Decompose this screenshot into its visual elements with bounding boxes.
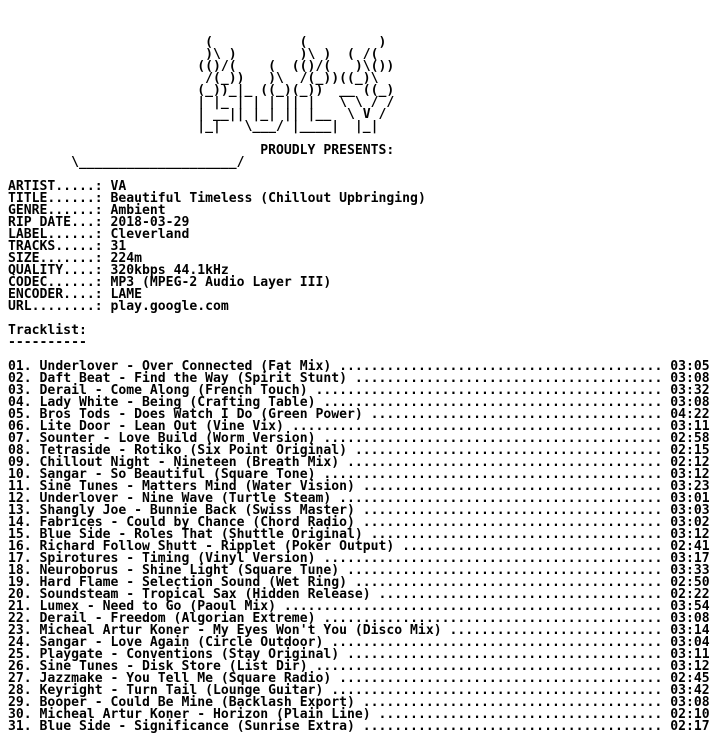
track-duration: 03:23 (670, 479, 710, 494)
track-dot-leader: ............................................ (307, 383, 671, 398)
info-value: MP3 (MPEG-2 Audio Layer III) (110, 275, 332, 290)
track-dot-leader: ........................... (441, 623, 671, 638)
track-duration: 02:41 (670, 539, 710, 554)
track-duration: 02:17 (670, 719, 710, 734)
nfo-document (8, 37, 710, 733)
track-dot-leader: .......................................... (323, 683, 671, 698)
track-dot-leader: .................................... (370, 587, 671, 602)
track-number: 02. (8, 371, 32, 386)
track-number: 03. (8, 383, 32, 398)
track-dot-leader: ................................................ (276, 599, 671, 614)
track-dot-leader: ..................................... (362, 407, 671, 422)
track-number: 21. (8, 599, 32, 614)
info-label: TRACKS..... (8, 239, 95, 254)
track-number: 31. (8, 719, 32, 734)
track-title: Spirotures - Timing (Vinyl Version) (39, 551, 316, 566)
track-number: 17. (8, 551, 32, 566)
track-number: 19. (8, 575, 32, 590)
track-number: 30. (8, 707, 32, 722)
track-duration: 02:15 (670, 443, 710, 458)
track-dot-leader: .................................... (370, 707, 671, 722)
info-separator: : (94, 179, 111, 194)
track-title: Lumex - Need to Go (Paoul Mix) (39, 599, 277, 614)
logo-line: ( ( ) (8, 35, 387, 50)
track-duration: 03:08 (670, 395, 710, 410)
track-number: 20. (8, 587, 32, 602)
track-title: Soundsteam - Tropical Sax (Hidden Release) (39, 587, 371, 602)
tracklist-heading: Tracklist: (8, 323, 87, 338)
track-title: Richard Follow Shutt - Ripplet (Poker Output) (39, 539, 395, 554)
info-separator: : (94, 287, 111, 302)
release-info (8, 181, 710, 313)
info-separator: : (94, 191, 111, 206)
track-number: 08. (8, 443, 32, 458)
track-duration: 03:04 (670, 635, 710, 650)
track-title: Booper - Could Be Mine (Backlash Export) (39, 695, 355, 710)
info-value: Cleverland (110, 227, 190, 242)
logo-line: | |_ | | | || | \ \ / / (8, 95, 395, 110)
track-dot-leader: ...................................... (354, 695, 671, 710)
track-dot-leader: ....................................... (347, 575, 671, 590)
info-value: LAME (110, 287, 143, 302)
track-dot-leader: ...................................... (354, 515, 671, 530)
logo-line: | __|| |_| || |__ \ V / (8, 107, 387, 122)
track-dot-leader: ......................................... (331, 671, 671, 686)
track-number: 07. (8, 431, 32, 446)
info-value: 224m (110, 251, 143, 266)
track-dot-leader: ......................................... (331, 359, 671, 374)
track-number: 14. (8, 515, 32, 530)
track-number: 09. (8, 455, 32, 470)
tracklist-underline: ---------- (8, 335, 87, 350)
track-title: Sine Tunes - Disk Store (List Dir) (39, 659, 308, 674)
track-title: Sangar - Love Again (Circle Outdoor) (39, 635, 324, 650)
track-number: 10. (8, 467, 32, 482)
track-dot-leader: ....................................... (347, 443, 671, 458)
track-number: 18. (8, 563, 32, 578)
track-dot-leader: ........................................... (315, 611, 671, 626)
track-number: 11. (8, 479, 32, 494)
track-dot-leader: ........................................... (315, 395, 671, 410)
track-title: Sounter - Love Build (Worm Version) (39, 431, 316, 446)
track-duration: 02:50 (670, 575, 710, 590)
track-duration: 02:45 (670, 671, 710, 686)
logo-line: (()/( ( (()/( )\()) (8, 59, 395, 74)
track-number: 13. (8, 503, 32, 518)
track-number: 05. (8, 407, 32, 422)
track-title: Sine Tunes - Matters Mind (Water Vision) (39, 479, 355, 494)
track-title: Micheal Artur Koner - My Eyes Won't You (Disco Mix) (39, 623, 442, 638)
info-value: VA (110, 179, 127, 194)
track-dot-leader: ........................................... (315, 431, 671, 446)
track-duration: 03:01 (670, 491, 710, 506)
track-dot-leader: ...................................... (354, 503, 671, 518)
track-duration: 03:33 (670, 563, 710, 578)
info-label: CODEC...... (8, 275, 95, 290)
track-title: Blue Side - Roles That (Shuttle Original) (39, 527, 363, 542)
track-dot-leader: ...................................... (354, 719, 671, 734)
info-label: GENRE...... (8, 203, 95, 218)
track-number: 04. (8, 395, 32, 410)
track-dot-leader: ........................................ (339, 455, 671, 470)
track-title: Shangly Joe - Bunnie Back (Swiss Master) (39, 503, 355, 518)
logo-line: |_| \___/ |____| |_| (8, 119, 379, 134)
logo-line: /(_)) )\ /(_))((_)\ (8, 71, 379, 86)
logo-block (8, 37, 710, 169)
info-separator: : (94, 215, 111, 230)
info-separator: : (94, 251, 111, 266)
track-duration: 03:05 (670, 359, 710, 374)
track-duration: 03:32 (670, 383, 710, 398)
track-duration: 02:58 (670, 431, 710, 446)
track-number: 26. (8, 659, 32, 674)
track-duration: 03:03 (670, 503, 710, 518)
track-number: 25. (8, 647, 32, 662)
track-duration: 03:11 (670, 647, 710, 662)
track-title: Chillout Night - Nineteen (Breath Mix) (39, 455, 340, 470)
track-duration: 03:42 (670, 683, 710, 698)
info-row (8, 301, 710, 313)
track-dot-leader: ................................. (394, 539, 671, 554)
track-number: 24. (8, 635, 32, 650)
track-dot-leader: ........................................... (315, 467, 671, 482)
track-title: Derail - Freedom (Algorian Extreme) (39, 611, 316, 626)
presents-line: PROUDLY PRESENTS: (8, 143, 395, 158)
info-label: URL........ (8, 299, 95, 314)
track-duration: 03:14 (670, 623, 710, 638)
info-value: 2018-03-29 (110, 215, 190, 230)
track-duration: 03:12 (670, 467, 710, 482)
track-dot-leader: ........................................... (315, 551, 671, 566)
track-duration: 03:11 (670, 419, 710, 434)
info-separator: : (94, 203, 111, 218)
info-label: QUALITY.... (8, 263, 95, 278)
track-number: 12. (8, 491, 32, 506)
logo-line: (_))_|_ ((_)(_)) __ ((_) (8, 83, 395, 98)
track-number: 16. (8, 539, 32, 554)
track-duration: 03:08 (670, 695, 710, 710)
info-separator: : (94, 275, 111, 290)
track-dot-leader: ...................................... (354, 479, 671, 494)
logo-underline: \____________________/ (8, 155, 245, 170)
info-separator: : (94, 227, 111, 242)
track-title: Sangar - So Beautiful (Square Tone) (39, 467, 316, 482)
track-duration: 03:12 (670, 527, 710, 542)
track-dot-leader: ....................................... (347, 371, 671, 386)
track-duration: 03:08 (670, 371, 710, 386)
track-title: Keyright - Turn Tail (Lounge Guitar) (39, 683, 324, 698)
track-title: Micheal Artur Koner - Horizon (Plain Line) (39, 707, 371, 722)
track-number: 28. (8, 683, 32, 698)
track-title: Lady White - Being (Crafting Table) (39, 395, 316, 410)
info-value: Ambient (110, 203, 166, 218)
track-duration: 03:12 (670, 659, 710, 674)
track-number: 22. (8, 611, 32, 626)
track-duration: 02:22 (670, 587, 710, 602)
info-label: RIP DATE... (8, 215, 95, 230)
info-value: 320kbps 44.1kHz (110, 263, 229, 278)
info-value: play.google.com (110, 299, 229, 314)
track-title: Blue Side - Significance (Sunrise Extra) (39, 719, 355, 734)
info-separator: : (94, 239, 111, 254)
track-title: Jazzmake - You Tell Me (Square Radio) (39, 671, 332, 686)
info-value: 31 (110, 239, 127, 254)
track-duration: 03:54 (670, 599, 710, 614)
track-title: Underlover - Over Connected (Fat Mix) (39, 359, 332, 374)
track-row (8, 721, 710, 733)
track-number: 29. (8, 695, 32, 710)
track-dot-leader: ......................................... (331, 491, 671, 506)
track-title: Derail - Come Along (French Touch) (39, 383, 308, 398)
logo-line: )\ ) )\ ) ( /( (8, 47, 379, 62)
info-value: Beautiful Timeless (Chillout Upbringing) (110, 191, 426, 206)
info-separator: : (94, 263, 111, 278)
track-dot-leader: ..................................... (362, 527, 671, 542)
track-dot-leader: .......................................... (323, 635, 671, 650)
info-separator: : (94, 299, 111, 314)
track-dot-leader: ........................................ (339, 647, 671, 662)
track-duration: 03:17 (670, 551, 710, 566)
track-dot-leader: ............................................... (283, 419, 671, 434)
info-label: ARTIST..... (8, 179, 95, 194)
track-number: 15. (8, 527, 32, 542)
track-duration: 04:22 (670, 407, 710, 422)
track-title: Hard Flame - Selection Sound (Wet Ring) (39, 575, 347, 590)
info-label: SIZE....... (8, 251, 95, 266)
track-title: Playgate - Conventions (Stay Original) (39, 647, 340, 662)
tracklist (8, 361, 710, 733)
track-duration: 02:10 (670, 707, 710, 722)
track-title: Bros Tods - Does Watch I Do (Green Power) (39, 407, 363, 422)
track-duration: 03:08 (670, 611, 710, 626)
track-dot-leader: ............................................ (307, 659, 671, 674)
track-title: Daft Beat - Find the Way (Spirit Stunt) (39, 371, 347, 386)
track-number: 23. (8, 623, 32, 638)
track-dot-leader: ........................................ (339, 563, 671, 578)
track-title: Lite Door - Lean Out (Vine Vix) (39, 419, 284, 434)
track-number: 01. (8, 359, 32, 374)
track-duration: 03:02 (670, 515, 710, 530)
track-duration: 02:12 (670, 455, 710, 470)
track-title: Fabrices - Could by Chance (Chord Radio) (39, 515, 355, 530)
info-label: TITLE...... (8, 191, 95, 206)
track-title: Neuroborus - Shine Light (Square Tune) (39, 563, 340, 578)
track-number: 27. (8, 671, 32, 686)
info-label: ENCODER.... (8, 287, 95, 302)
track-number: 06. (8, 419, 32, 434)
track-title: Tetraside - Rotiko (Six Point Original) (39, 443, 347, 458)
info-label: LABEL...... (8, 227, 95, 242)
track-title: Underlover - Nine Wave (Turtle Steam) (39, 491, 332, 506)
